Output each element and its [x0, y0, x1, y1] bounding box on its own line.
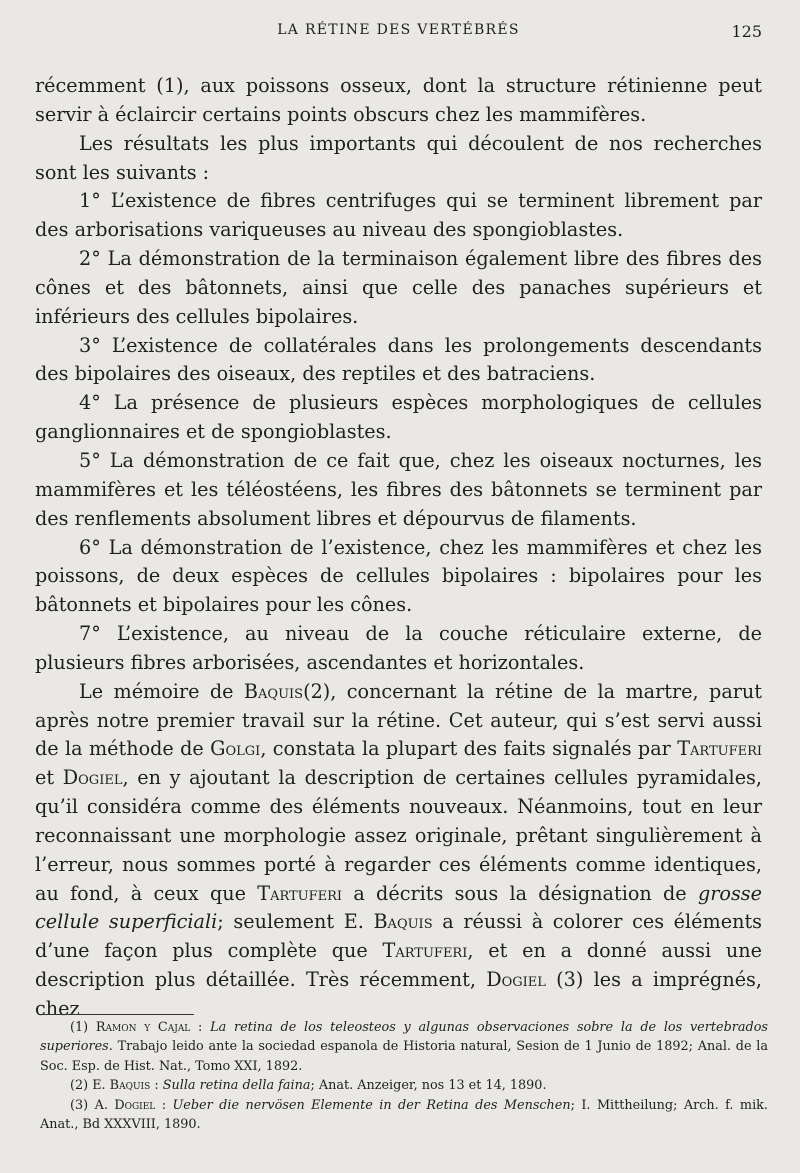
page-number: 125	[731, 22, 762, 41]
text-run: , constata la plupart des faits signalés par	[260, 737, 678, 761]
text-run: , en y ajoutant la description de certaines cellules pyramidales, qu’il considéra comme des éléments nouveaux. Néanmoins, tout en leur reconnaissant une morphologie assez originale, prêtant singulièrement à l’erreur, nous sommes porté à regarder ces éléments comme identiques, au fond, à ceux que	[35, 766, 762, 905]
footnote-title: Ueber die nervösen Elemente in der Retina des Menschen	[172, 1097, 571, 1113]
footnote-1	[40, 1018, 768, 1076]
footnotes	[40, 1018, 768, 1134]
author-name: Dogiel	[486, 968, 546, 992]
footnote-author: A. Dogiel	[94, 1097, 156, 1113]
footnote-number: (1)	[70, 1020, 96, 1035]
finding-5: 5° La démonstration de ce fait que, chez les oiseaux nocturnes, les mammifères et les téléostéens, les fibres des bâtonnets se terminent par des renflements absolument libres et dépourvus de filaments.	[35, 448, 762, 530]
text-run: a réussi à colorer ces éléments d’une façon plus complète que	[35, 910, 762, 963]
text-run: Le mémoire de	[79, 679, 244, 703]
finding-1: 1° L’existence de fibres centrifuges qui se terminent librement par des arborisations variqueuses au niveau des spongioblastes.	[35, 189, 762, 242]
text-run: ; seulement E.	[217, 910, 374, 934]
footnote-3	[40, 1096, 768, 1135]
paragraph-baquis	[35, 678, 762, 1024]
author-name: Golgi	[210, 737, 261, 761]
author-name: Tartuferi	[257, 881, 343, 905]
footnote-title: Sulla retina della faina	[162, 1078, 311, 1094]
finding-3: 3° L’existence de collatérales dans les prolongements descendants des bipolaires des oiseaux, des reptiles et des batraciens.	[35, 333, 762, 386]
footnote-number: (3)	[70, 1097, 95, 1113]
footnote-title: La retina de los teleosteos y algunas observaciones sobre la de los vertebrados superiores	[40, 1020, 768, 1055]
finding-2: 2° La démonstration de la terminaison également libre des fibres des cônes et des bâtonnets, ainsi que celle des panaches supérieurs et inférieurs des cellules bipolaires.	[35, 247, 762, 328]
finding-4: 4° La présence de plusieurs espèces morphologiques de cellules ganglionnaires et de spongioblastes.	[35, 391, 762, 444]
italic-term: grosse cellule superficiali	[35, 881, 762, 934]
running-head	[35, 22, 762, 48]
footnote-2	[40, 1076, 768, 1095]
footnote-number: (2)	[70, 1078, 93, 1094]
author-name: Baquis	[373, 910, 433, 934]
footnote-sep: :	[150, 1078, 163, 1094]
footnote-sep: :	[155, 1097, 173, 1113]
paragraph-2: Les résultats les plus importants qui découlent de nos recherches sont les suivants :	[35, 131, 762, 184]
author-name: Baquis	[243, 679, 304, 703]
text-run: (3) les a imprégnés, chez	[35, 968, 763, 1020]
text-run: (2), concernant la rétine de la martre, parut après notre premier travail sur la rétine. Cet auteur, qui s’est servi aussi de la méthode de	[35, 679, 762, 761]
finding-6: 6° La démonstration de l’existence, chez les mammifères et chez les poissons, de deux espèces de cellules bipolaires : bipolaires pour les bâtonnets et bipolaires pour les cônes.	[35, 535, 762, 617]
author-name: Tartuferi	[677, 737, 763, 761]
finding-7: 7° L’existence, au niveau de la couche réticulaire externe, de plusieurs fibres arborisées, ascendantes et horizontales.	[35, 622, 762, 674]
text-run: a décrits sous la désignation de	[342, 881, 698, 905]
text-run: , et en a donné aussi une description plus détaillée. Très récemment,	[35, 939, 762, 992]
running-title: LA RÉTINE DES VERTÉBRÉS	[277, 22, 520, 38]
footnote-ref: ; I. Mittheilung; Arch. f. mik. Anat., Bd XXXVIII, 1890.	[40, 1097, 768, 1133]
body-text	[35, 72, 762, 1024]
footnote-ref: . Trabajo leido ante la sociedad espanola de Historia natural, Sesion de 1 Junio de 1892; Anal. de la Soc. Esp. de Hist. Nat., Tomo XXI, 1892.	[40, 1039, 768, 1074]
footnote-author: Ramon y Cajal	[95, 1020, 191, 1035]
footnote-rule	[40, 1014, 194, 1015]
author-name: Dogiel	[62, 766, 123, 790]
text-run: et	[35, 766, 63, 790]
paragraph-1: récemment (1), aux poissons osseux, dont la structure rétinienne peut servir à éclaircir certains points obscurs chez les mammifères.	[35, 74, 762, 126]
author-name: Tartuferi	[382, 939, 468, 963]
footnote-ref: ; Anat. Anzeiger, nos 13 et 14, 1890.	[310, 1078, 547, 1094]
footnote-author: E. Baquis	[92, 1078, 151, 1094]
footnote-sep: :	[190, 1020, 211, 1035]
